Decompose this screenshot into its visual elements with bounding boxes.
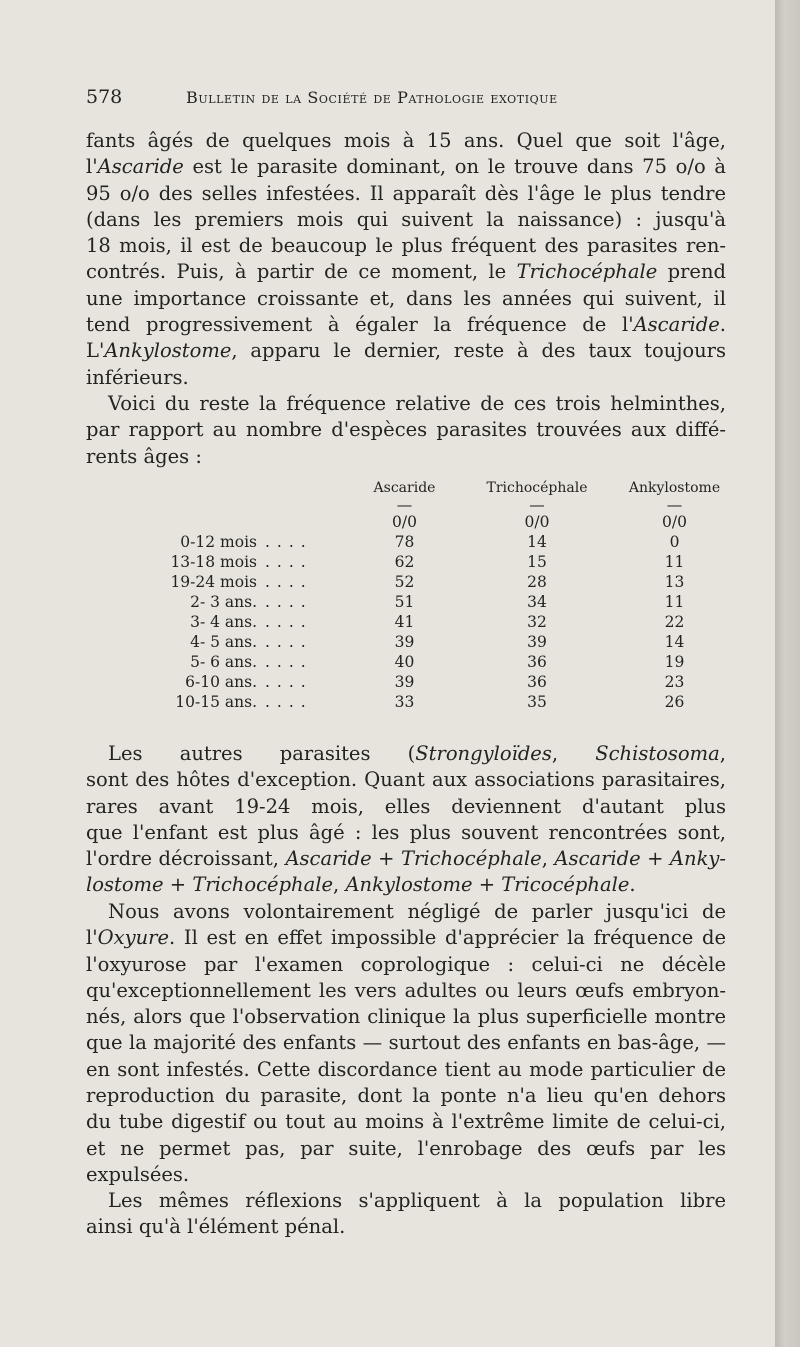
- column-header: Trichocéphale: [486, 480, 588, 496]
- taxon-association: Ascaride + Anky-: [554, 847, 726, 871]
- table-row: [142, 572, 742, 592]
- trichocephale-value: 15: [527, 553, 547, 571]
- trichocephale-value: 34: [527, 593, 547, 611]
- table-row: [142, 652, 742, 672]
- leader-dots: ....: [265, 673, 313, 691]
- text-line: L'Ankylostome, apparu le dernier, reste à des taux toujours: [86, 339, 726, 363]
- age-label: 6-10 ans.: [185, 673, 257, 691]
- ankylostome-value: 22: [664, 613, 685, 631]
- trichocephale-value: 36: [527, 653, 547, 671]
- text-line: reproduction du parasite, dont la ponte n'a lieu qu'en dehors: [86, 1084, 726, 1108]
- running-title: Bulletin de la Société de Pathologie exotique: [186, 88, 558, 107]
- age-label: 19-24 mois: [170, 573, 257, 591]
- ankylostome-value: 14: [664, 633, 685, 651]
- taxon-name: Ankylostome: [104, 339, 232, 363]
- table-row: [142, 692, 742, 712]
- leader-dots: ....: [265, 653, 313, 671]
- trichocephale-value: 32: [527, 613, 547, 631]
- header-dash: —: [529, 496, 545, 514]
- text-line: lostome + Trichocéphale, Ankylostome + Tricocéphale.: [86, 873, 636, 897]
- table-row: [142, 532, 742, 552]
- taxon-name: Oxyure: [97, 926, 170, 950]
- text-line: en sont infestés. Cette discordance tient au mode particulier de: [86, 1057, 726, 1081]
- ascaride-value: 51: [394, 593, 415, 611]
- text-line: que l'enfant est plus âgé : les plus souvent rencontrées sont,: [86, 820, 726, 844]
- text-line: contrés. Puis, à partir de ce moment, le Trichocéphale prend: [86, 260, 726, 284]
- taxon-name: Ascaride: [97, 155, 184, 179]
- ascaride-value: 52: [394, 573, 415, 591]
- text-line: Les autres parasites (Strongyloïdes, Schistosoma,: [108, 742, 726, 765]
- text-line: sont des hôtes d'exception. Quant aux associations parasitaires,: [86, 768, 726, 792]
- leader-dots: ....: [265, 633, 313, 651]
- paragraph-4: [86, 899, 726, 1188]
- text-line: Nous avons volontairement négligé de parler jusqu'ici de: [108, 900, 726, 923]
- taxon-association: Ascaride + Trichocéphale: [285, 847, 542, 871]
- taxon-name: Ascaride: [633, 313, 720, 337]
- trichocephale-value: 36: [527, 673, 547, 691]
- leader-dots: ....: [265, 533, 313, 551]
- taxon-association: Ankylostome + Tricocéphale: [345, 873, 630, 897]
- ankylostome-value: 13: [664, 573, 685, 591]
- table-unit-row: [142, 512, 742, 532]
- taxon-association: lostome + Trichocéphale: [86, 873, 334, 897]
- leader-dots: ....: [265, 573, 313, 591]
- table-row: [142, 552, 742, 572]
- text-line: l'oxyurose par l'examen coprologique : celui-ci ne décèle: [86, 952, 726, 976]
- text-line: rents âges :: [86, 444, 202, 468]
- text-line: nés, alors que l'observation clinique la plus superficielle montre: [86, 1005, 726, 1029]
- table-row: [142, 592, 742, 612]
- age-label: 13-18 mois: [170, 553, 257, 571]
- frequency-table: [142, 478, 742, 712]
- ascaride-value: 78: [394, 533, 415, 551]
- age-label: 0-12 mois: [180, 533, 257, 551]
- trichocephale-value: 28: [527, 573, 547, 591]
- text-line: Voici du reste la fréquence relative de ces trois helminthes,: [108, 392, 726, 415]
- paragraph-2: [86, 391, 726, 470]
- text-line: l'Ascaride est le parasite dominant, on le trouve dans 75 o/o à: [86, 155, 726, 179]
- text-line: l'Oxyure. Il est en effet impossible d'apprécier la fréquence de: [86, 926, 726, 950]
- leader-dots: ....: [265, 553, 313, 571]
- page-number: 578: [86, 86, 123, 108]
- trichocephale-value: 35: [527, 693, 547, 711]
- age-label: 4- 5 ans.: [190, 633, 257, 651]
- text-line: Les mêmes réflexions s'appliquent à la population libre: [108, 1189, 726, 1212]
- ankylostome-value: 0: [669, 533, 680, 551]
- taxon-name: Schistosoma: [595, 742, 720, 765]
- text-line: 95 o/o des selles infestées. Il apparaît dès l'âge le plus tendre: [86, 181, 726, 205]
- unit-label: 0/0: [392, 513, 417, 531]
- text-line: que la majorité des enfants — surtout des enfants en bas-âge, —: [86, 1031, 726, 1055]
- column-header: Ankylostome: [628, 480, 721, 496]
- age-label: 2- 3 ans.: [190, 593, 257, 611]
- ascaride-value: 40: [394, 653, 415, 671]
- header-dash: —: [666, 496, 683, 514]
- text-line: inférieurs.: [86, 365, 189, 389]
- trichocephale-value: 39: [527, 633, 547, 651]
- unit-label: 0/0: [524, 513, 550, 531]
- text-line: rares avant 19-24 mois, elles deviennent d'autant plus: [86, 794, 726, 818]
- age-label: 3- 4 ans.: [190, 613, 257, 631]
- ankylostome-value: 11: [664, 593, 685, 611]
- trichocephale-value: 14: [527, 533, 547, 551]
- ascaride-value: 33: [394, 693, 415, 711]
- table-row: [142, 672, 742, 692]
- text-line: qu'exceptionnellement les vers adultes ou leurs œufs embryon-: [86, 978, 726, 1002]
- text-line: du tube digestif ou tout au moins à l'extrême limite de celui-ci,: [86, 1110, 726, 1134]
- unit-label: 0/0: [662, 513, 687, 531]
- age-label: 5- 6 ans.: [190, 653, 257, 671]
- table-body: [142, 532, 742, 712]
- text-line: fants âgés de quelques mois à 15 ans. Quel que soit l'âge,: [86, 129, 726, 152]
- leader-dots: ....: [265, 613, 313, 631]
- page-edge: [775, 0, 800, 1347]
- text-line: 18 mois, il est de beaucoup le plus fréquent des parasites ren-: [86, 234, 726, 258]
- taxon-name: Trichocéphale: [516, 260, 658, 284]
- text-line: par rapport au nombre d'espèces parasites trouvées aux diffé-: [86, 418, 726, 442]
- text-line: (dans les premiers mois qui suivent la naissance) : jusqu'à: [86, 207, 726, 231]
- taxon-name: Strongyloïdes: [415, 742, 552, 765]
- ankylostome-value: 19: [664, 653, 685, 671]
- text-line: tend progressivement à égaler la fréquence de l'Ascaride.: [86, 313, 726, 337]
- header-dash: —: [396, 496, 413, 514]
- text-line: expulsées.: [86, 1162, 190, 1186]
- table-dash-row: [142, 498, 742, 512]
- text-line: ainsi qu'à l'élément pénal.: [86, 1215, 346, 1239]
- paragraph-1: [86, 128, 726, 391]
- leader-dots: ....: [265, 593, 313, 611]
- table-row: [142, 632, 742, 652]
- ascaride-value: 62: [394, 553, 415, 571]
- ankylostome-value: 26: [664, 693, 685, 711]
- ankylostome-value: 11: [664, 553, 685, 571]
- age-label: 10-15 ans.: [175, 693, 257, 711]
- text-line: et ne permet pas, par suite, l'enrobage des œufs par les: [86, 1136, 726, 1160]
- column-header: Ascaride: [373, 480, 436, 496]
- ascaride-value: 39: [394, 633, 415, 651]
- text-line: l'ordre décroissant, Ascaride + Trichocéphale, Ascaride + Anky-: [86, 847, 726, 871]
- ankylostome-value: 23: [664, 673, 685, 691]
- ascaride-value: 41: [394, 613, 415, 631]
- text-line: une importance croissante et, dans les années qui suivent, il: [86, 286, 726, 310]
- paragraph-5: [86, 1188, 726, 1241]
- paragraph-3: [86, 741, 726, 899]
- table-header-row: [142, 478, 742, 498]
- page-header: [86, 86, 726, 116]
- table-row: [142, 612, 742, 632]
- ascaride-value: 39: [394, 673, 415, 691]
- leader-dots: ....: [265, 693, 313, 711]
